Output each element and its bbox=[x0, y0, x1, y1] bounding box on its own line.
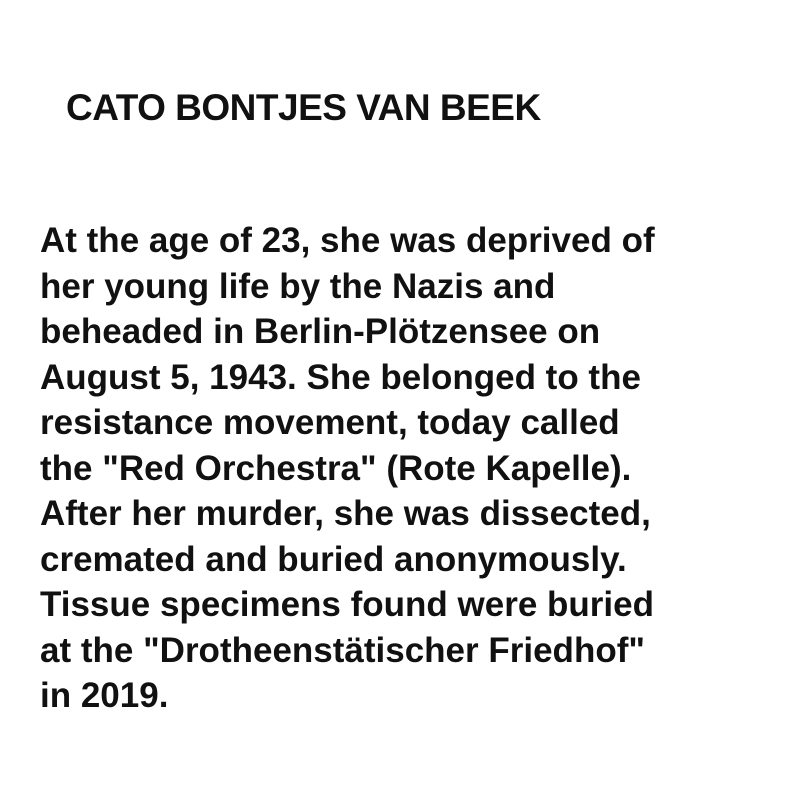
body-line: at the "Drotheenstätischer Friedhof" bbox=[40, 630, 645, 670]
body-line: After her murder, she was dissected, bbox=[40, 494, 651, 533]
body-line: At the age of 23, she was deprived of bbox=[40, 221, 655, 260]
card-body-text bbox=[40, 218, 780, 719]
body-line: her young life by the Nazis and bbox=[40, 266, 556, 306]
body-line: resistance movement, today called bbox=[40, 403, 620, 442]
body-line: the "Red Orchestra" (Rote Kapelle). bbox=[40, 448, 632, 488]
body-line: cremated and buried anonymously. bbox=[40, 539, 627, 579]
body-line: August 5, 1943. She belonged to the bbox=[40, 357, 641, 397]
body-line: Tissue specimens found were buried bbox=[40, 585, 654, 624]
body-line: beheaded in Berlin-Plötzensee on bbox=[40, 312, 601, 351]
card-title: CATO BONTJES VAN BEEK bbox=[66, 87, 541, 128]
body-line: in 2019. bbox=[40, 676, 169, 715]
